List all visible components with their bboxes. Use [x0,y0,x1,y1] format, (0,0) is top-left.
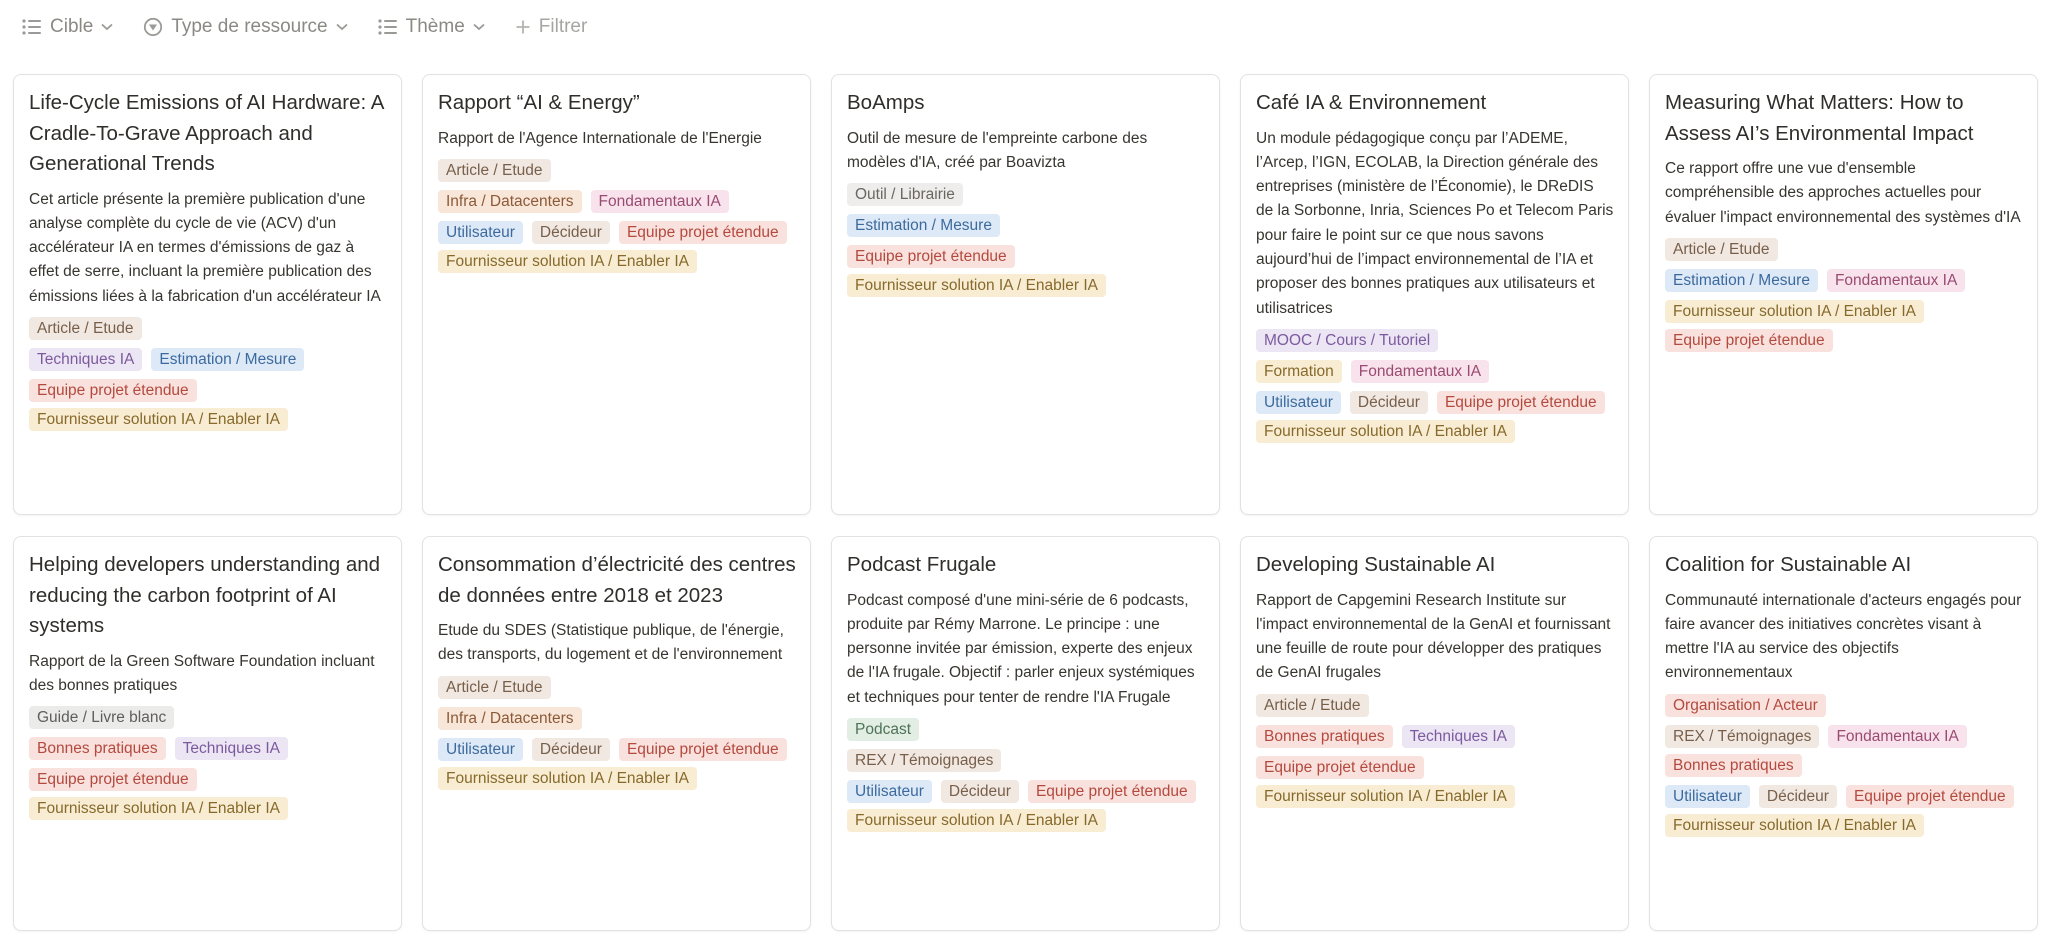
card-title: Rapport “AI & Energy” [438,91,640,114]
card-description: Communauté internationale d'acteurs engagés pour faire avancer des initiatives concrètes visant à mettre l'IA au service des objectifs environnementaux [1665,591,2022,682]
resource-card[interactable] [831,536,1220,931]
tag-group [847,214,1205,237]
resource-card[interactable] [1240,74,1629,515]
resource-card[interactable] [422,74,811,515]
tag-badge: Utilisateur [1665,785,1750,808]
card-title: Measuring What Matters: How to Assess AI’s Environmental Impact [1665,91,1974,145]
card-title: Helping developers understanding and reducing the carbon footprint of AI systems [29,553,381,637]
tag-group [438,707,796,730]
type-ressource-filter-label: Type de ressource [171,16,328,37]
tag-badge: Equipe projet étendue [29,768,197,791]
resource-card[interactable] [1649,74,2038,515]
tag-badge: Article / Etude [438,676,551,699]
tag-badge: Fournisseur solution IA / Enabler IA [1256,785,1515,808]
tag-badge: Décideur [941,780,1019,803]
tag-badge: Article / Etude [29,317,142,340]
tag-badge: Techniques IA [175,737,288,760]
tag-badge: Equipe projet étendue [619,221,787,244]
tag-badge: Article / Etude [1256,694,1369,717]
tag-group [1665,300,2023,352]
card-title: Developing Sustainable AI [1256,553,1496,576]
tag-badge: Fournisseur solution IA / Enabler IA [847,809,1106,832]
resource-card[interactable] [1240,536,1629,931]
list-icon [22,19,42,35]
theme-filter-label: Thème [405,16,465,37]
tag-group [438,221,796,273]
tag-badge: Fournisseur solution IA / Enabler IA [29,408,288,431]
resource-card[interactable] [1649,536,2038,931]
tag-group [438,676,796,699]
tag-group [1665,694,2023,717]
tag-badge: Infra / Datacenters [438,190,582,213]
plus-icon [515,19,531,35]
add-filter-button[interactable] [515,16,588,38]
tag-group [847,245,1205,297]
card-description: Outil de mesure de l'empreinte carbone des modèles d'IA, créé par Boavizta [847,129,1148,171]
tag-group [1665,785,2023,837]
tag-group [1256,725,1614,748]
tag-badge: Fournisseur solution IA / Enabler IA [847,274,1106,297]
add-filter-label: Filtrer [538,16,588,37]
tag-group [1256,360,1614,383]
status-icon [143,17,163,37]
resource-card[interactable] [831,74,1220,515]
tag-group [438,159,796,182]
card-description: Un module pédagogique conçu par l’ADEME, l’Arcep, l’IGN, ECOLAB, la Direction générale des entreprises (ministère de l’Économie), le DReDIS de la Sorbonne, Inria, Sciences Po et Telecom Paris pour faire le point sur ce que nous savons aujourd’hui de l’impact environnemental de l’IA et proposer des bonnes pratiques aux utilisateurs et utilisatrices [1256,129,1614,317]
tag-group [847,749,1205,772]
tag-badge: Equipe projet étendue [847,245,1015,268]
tag-badge: Fournisseur solution IA / Enabler IA [1665,814,1924,837]
tag-badge: Outil / Librairie [847,183,963,206]
tag-badge: Fournisseur solution IA / Enabler IA [438,767,697,790]
theme-filter-button[interactable] [378,16,485,38]
tag-badge: REX / Témoignages [1665,725,1819,748]
tag-badge: Fournisseur solution IA / Enabler IA [438,250,697,273]
tag-badge: Equipe projet étendue [1256,756,1424,779]
tag-group [438,190,796,213]
chevron-down-icon [336,23,348,31]
tag-badge: Décideur [1759,785,1837,808]
card-description: Rapport de l'Agence Internationale de l'Energie [438,129,762,147]
tag-badge: Equipe projet étendue [1846,785,2014,808]
tag-badge: Formation [1256,360,1342,383]
tag-group [1256,329,1614,352]
card-title: Coalition for Sustainable AI [1665,553,1912,576]
tag-badge: Techniques IA [1402,725,1515,748]
tag-group [847,718,1205,741]
tag-badge: Estimation / Mesure [1665,269,1818,292]
type-ressource-filter-button[interactable] [143,16,347,38]
tag-badge: Bonnes pratiques [29,737,166,760]
cible-filter-label: Cible [50,16,94,37]
cible-filter-button[interactable] [22,16,113,38]
resource-card[interactable] [422,536,811,931]
tag-badge: Décideur [532,738,610,761]
tag-group [1665,269,2023,292]
card-description: Cet article présente la première publication d'une analyse complète du cycle de vie (ACV) d'un accélérateur IA en termes d'émissions de gaz à effet de serre, incluant la première publication des émissions liées à la fabrication d'un accélérateur IA [29,190,381,305]
card-description: Etude du SDES (Statistique publique, de l'énergie, des transports, du logement et de l'environnement [438,622,784,664]
tag-badge: Equipe projet étendue [1665,329,1833,352]
tag-group [29,706,387,729]
tag-badge: REX / Témoignages [847,749,1001,772]
tag-badge: Utilisateur [1256,391,1341,414]
card-description: Rapport de la Green Software Foundation incluant des bonnes pratiques [29,652,375,694]
tag-badge: Décideur [532,221,610,244]
tag-group [847,780,1205,832]
card-description: Podcast composé d'une mini-série de 6 podcasts, produite par Rémy Marrone. Le principe : une personne invitée par émission, experte des enjeux de l'IA frugale. Objectif : parler enjeux systémiques et techniques pour tenter de rendre l'IA Frugale [847,591,1195,706]
tag-badge: Guide / Livre blanc [29,706,174,729]
tag-badge: Utilisateur [847,780,932,803]
tag-badge: Equipe projet étendue [619,738,787,761]
tag-badge: Estimation / Mesure [151,348,304,371]
tag-badge: Equipe projet étendue [1437,391,1605,414]
tag-group [29,317,387,340]
tag-group [29,768,387,820]
card-title: Podcast Frugale [847,553,997,576]
tag-badge: Fondamentaux IA [1827,269,1965,292]
resource-card[interactable] [13,74,402,515]
tag-badge: Utilisateur [438,738,523,761]
tag-badge: Fournisseur solution IA / Enabler IA [29,797,288,820]
tag-badge: MOOC / Cours / Tutoriel [1256,329,1438,352]
tag-group [1665,238,2023,261]
card-title: Life-Cycle Emissions of AI Hardware: A Cradle-To-Grave Approach and Generational Trends [29,91,384,175]
resource-card[interactable] [13,536,402,931]
chevron-down-icon [101,23,113,31]
tag-group [1256,756,1614,808]
tag-group [29,737,387,760]
card-title: Consommation d’électricité des centres de données entre 2018 et 2023 [438,553,796,607]
tag-badge: Fournisseur solution IA / Enabler IA [1256,420,1515,443]
tag-badge: Fondamentaux IA [591,190,729,213]
card-description: Rapport de Capgemini Research Institute sur l'impact environnemental de la GenAI et fournissant une feuille de route pour développer des pratiques de GenAI frugales [1256,591,1611,682]
tag-group [1256,391,1614,443]
tag-badge: Fondamentaux IA [1828,725,1966,748]
chevron-down-icon [473,23,485,31]
tag-badge: Podcast [847,718,919,741]
view-toolbar [22,10,587,44]
tag-badge: Fournisseur solution IA / Enabler IA [1665,300,1924,323]
card-title: Café IA & Environnement [1256,91,1487,114]
tag-badge: Bonnes pratiques [1665,754,1802,777]
card-title: BoAmps [847,91,925,114]
tag-badge: Utilisateur [438,221,523,244]
tag-badge: Bonnes pratiques [1256,725,1393,748]
tag-group [438,738,796,790]
tag-group [29,348,387,371]
tag-badge: Equipe projet étendue [1028,780,1196,803]
tag-badge: Article / Etude [438,159,551,182]
tag-badge: Infra / Datacenters [438,707,582,730]
list-icon [378,19,398,35]
tag-group [1256,694,1614,717]
tag-badge: Décideur [1350,391,1428,414]
tag-group [29,379,387,431]
tag-group [847,183,1205,206]
tag-group [1665,725,2023,777]
tag-badge: Article / Etude [1665,238,1778,261]
tag-badge: Equipe projet étendue [29,379,197,402]
tag-badge: Fondamentaux IA [1351,360,1489,383]
gallery-grid [13,74,2038,931]
tag-badge: Estimation / Mesure [847,214,1000,237]
card-description: Ce rapport offre une vue d'ensemble compréhensible des approches actuelles pour évaluer l'impact environnemental des systèmes d'IA [1665,160,2021,226]
tag-badge: Techniques IA [29,348,142,371]
tag-badge: Organisation / Acteur [1665,694,1826,717]
